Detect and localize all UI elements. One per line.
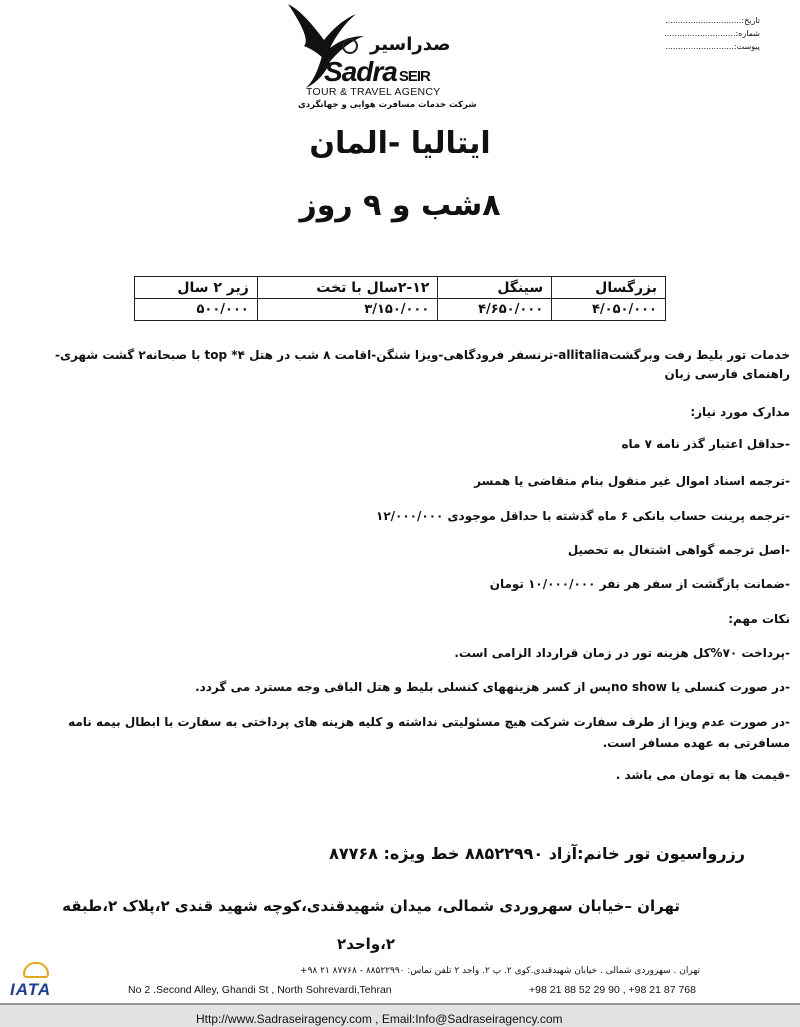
table-row	[135, 299, 666, 321]
logo-english-word: adra	[341, 56, 397, 87]
iata-text: IATA	[10, 980, 52, 999]
hotel-name: top	[204, 348, 228, 362]
page-subtitle: ۸شب و ۹ روز	[299, 188, 501, 223]
reservation-contact: رزرواسیون تور خانم:آزاد ۸۸۵۲۲۹۹۰ خط ویژه: ۸۷۷۶۸	[329, 844, 745, 863]
price-adult: ۴/۰۵۰/۰۰۰	[552, 299, 666, 321]
company-logo	[270, 0, 490, 118]
doc-item: -اصل ترجمه گواهی اشتغال به تحصیل	[567, 543, 790, 557]
airline-name: allitalia	[558, 348, 609, 362]
footer-web-email[interactable]: Http://www.Sadraseiragency.com , Email:Info@Sadraseiragency.com	[196, 1012, 563, 1026]
header-infant: زیر ۲ سال	[135, 277, 258, 299]
logo-persian-name: صدراسیر	[370, 34, 451, 55]
doc-item: -حداقل اعتبار گذر نامه ۷ ماه	[621, 437, 790, 451]
note-item: -پرداخت ۷۰%کل هزینه تور در زمان قرارداد الزامی است.	[454, 646, 790, 660]
logo-persian-subtitle: شرکت خدمات مسافرت هوایی و جهانگردی	[298, 100, 477, 110]
globe-icon	[23, 962, 49, 978]
footer-phones: +98 21 88 52 29 90 , +98 21 87 768	[529, 984, 696, 996]
note-item: -قیمت ها به تومان می باشد .	[615, 768, 790, 782]
services-prefix: خدمات تور بلیط رفت وبرگشت	[608, 348, 790, 362]
address-line-1: تهران –خیابان سهروردی شمالی، میدان شهیدقندی،کوچه شهید قندی ۲،پلاک ۲،طبقه	[62, 897, 680, 915]
header-adult: بزرگسال	[552, 277, 666, 299]
services-line-2: راهنمای فارسی زبان	[664, 367, 790, 381]
logo-tagline: TOUR & TRAVEL AGENCY	[306, 86, 441, 98]
note-item-continued: مسافرتی به عهده مسافر است.	[602, 736, 790, 750]
page-title: ایتالیا -المان	[309, 126, 491, 161]
doc-item: -ترجمه اسناد اموال غیر منقول بنام متقاضی یا همسر	[474, 474, 790, 488]
price-single: ۴/۶۵۰/۰۰۰	[438, 299, 552, 321]
date-field: تاریخ:..............................	[665, 16, 760, 25]
doc-item: -ضمانت بازگشت از سفر هر نفر ۱۰/۰۰۰/۰۰۰ تومان	[489, 577, 790, 591]
note-prefix: -در صورت کنسلی یا	[667, 680, 790, 694]
note-item: -در صورت عدم ویزا از طرف سفارت شرکت هیچ مسئولیتی نداشته و کلیه هزینه های پرداختی به سفارت با ابطال بیمه نامه	[68, 715, 790, 729]
footer-address-persian: تهران . سهروردی شمالی . خیابان شهیدقندی.کوی ۲. پ ۲. واحد ۲ تلفن تماس: ۸۸۵۲۲۹۹۰ - ۸۷۷۶۸ ۲۱ ۹۸+	[300, 966, 700, 976]
logo-english-name	[324, 56, 430, 88]
docs-heading: مدارک مورد نیاز:	[690, 405, 790, 419]
doc-item: -ترجمه پرینت حساب بانکی ۶ ماه گذشته با حداقل موجودی ۱۲/۰۰۰/۰۰۰	[376, 509, 790, 523]
logo-s-glyph: S	[324, 56, 342, 87]
price-table	[134, 276, 666, 321]
table-header-row	[135, 277, 666, 299]
header-child-with-bed: ۲-۱۲سال با تخت	[257, 277, 437, 299]
price-infant: ۵۰۰/۰۰۰	[135, 299, 258, 321]
logo-english-suffix: SEIR	[398, 68, 430, 85]
services-middle: -ترنسفر فرودگاهی-ویزا شنگن-اقامت ۸ شب در هتل ۴*	[227, 348, 559, 362]
iata-logo	[8, 962, 66, 1002]
notes-heading: نکات مهم:	[728, 612, 790, 626]
services-paragraph	[30, 346, 790, 364]
note-suffix: پس از کسر هزینههای کنسلی بلیط و هتل الباقی وجه مسترد می گردد.	[195, 680, 612, 694]
letter-meta	[630, 16, 760, 55]
attachment-field: پیوست:...........................	[665, 42, 760, 51]
price-child-with-bed: ۳/۱۵۰/۰۰۰	[257, 299, 437, 321]
note-item	[30, 678, 790, 696]
footer-address-english: No 2 .Second Alley, Ghandi St , North Sohrevardi,Tehran	[128, 984, 392, 996]
address-line-2: ۲،واحد۲	[337, 935, 395, 953]
services-suffix: با صبحانه۲ گشت شهری-	[54, 348, 205, 362]
number-field: شماره:............................	[664, 29, 760, 38]
emblem-icon	[342, 38, 358, 54]
note-noshow: no show	[611, 680, 668, 694]
header-single: سینگل	[438, 277, 552, 299]
